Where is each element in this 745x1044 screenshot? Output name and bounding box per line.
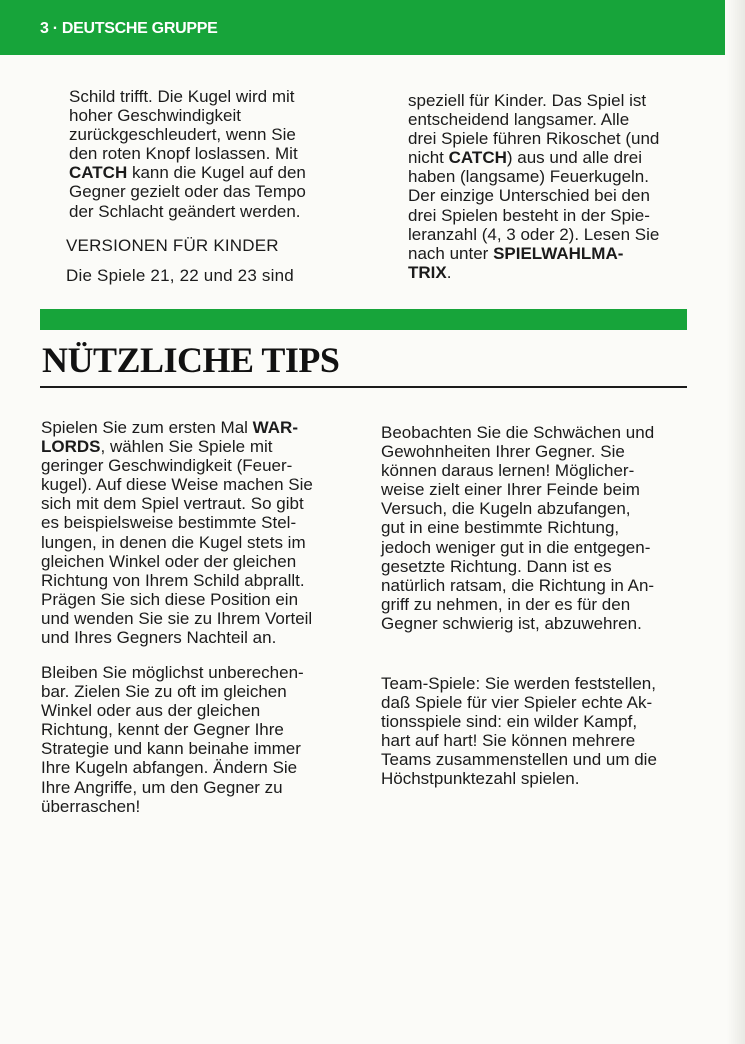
text-line: weise zielt einer Ihrer Feinde beim xyxy=(381,480,640,500)
text-line xyxy=(41,418,341,437)
warlords-keyword: LORDS xyxy=(41,437,101,457)
text-line: bar. Zielen Sie zu oft im gleichen xyxy=(41,682,287,702)
text-line xyxy=(408,148,688,167)
text-line: drei Spielen besteht in der Spie- xyxy=(408,205,650,225)
text-line xyxy=(69,163,359,182)
continued-text-right xyxy=(408,91,688,282)
header-band xyxy=(0,0,725,55)
text-fragment: ) aus und alle drei xyxy=(506,148,643,168)
text-line: Strategie und kann beinahe immer xyxy=(41,739,301,759)
text-line: Ihre Kugeln abfangen. Ändern Sie xyxy=(41,758,298,778)
tips-right-paragraph-2 xyxy=(381,674,685,789)
tips-left-paragraph-2 xyxy=(41,663,341,816)
text-line xyxy=(408,244,688,263)
text-line: Ihre Angriffe, um den Gegner zu xyxy=(41,777,283,797)
text-line: zurückgeschleudert, wenn Sie xyxy=(69,125,296,145)
text-line: gut in eine bestimmte Richtung, xyxy=(381,518,620,538)
text-line: haben (langsame) Feuerkugeln. xyxy=(408,167,649,187)
tips-right-paragraph-1 xyxy=(381,423,685,633)
catch-keyword: CATCH xyxy=(448,148,507,168)
text-line: Schild trifft. Die Kugel wird mit xyxy=(69,87,295,106)
text-line: kugel). Auf diese Weise machen Sie xyxy=(41,475,313,495)
continued-text-left xyxy=(69,87,359,221)
text-line: lungen, in denen die Kugel stets im xyxy=(41,532,306,552)
page-edge-shadow xyxy=(727,0,745,1044)
text-fragment: nach unter xyxy=(408,243,494,263)
matrix-keyword: TRIX xyxy=(408,262,447,282)
text-line: hart auf hart! Sie können mehrere xyxy=(381,731,636,751)
text-line xyxy=(408,263,688,282)
kids-versions-heading: VERSIONEN FÜR KINDER xyxy=(66,236,279,255)
text-line: Gegner gezielt oder das Tempo xyxy=(69,182,306,202)
page-header-label: 3 · DEUTSCHE GRUPPE xyxy=(40,20,218,37)
text-line: speziell für Kinder. Das Spiel ist xyxy=(408,91,647,110)
text-line: Bleiben Sie möglichst unberechen- xyxy=(41,663,304,682)
text-line: Der einzige Unterschied bei den xyxy=(408,186,650,206)
text-line: Gewohnheiten Ihrer Gegner. Sie xyxy=(381,442,625,462)
text-line: Gegner schwierig ist, abzuwehren. xyxy=(381,613,642,633)
text-line: griff zu nehmen, in der es für den xyxy=(381,594,631,614)
text-line: Richtung von Ihrem Schild abprallt. xyxy=(41,570,305,590)
text-fragment: Spielen Sie zum ersten Mal xyxy=(41,418,253,437)
text-line: gesetzte Richtung. Dann ist es xyxy=(381,556,612,576)
text-line: hoher Geschwindigkeit xyxy=(69,106,241,126)
text-line: entscheidend langsamer. Alle xyxy=(408,110,630,130)
text-line: den roten Knopf loslassen. Mit xyxy=(69,144,298,164)
text-line: es beispielsweise bestimmte Stel- xyxy=(41,513,297,533)
text-fragment: . xyxy=(446,262,452,282)
text-line: und wenden Sie sie zu Ihrem Vorteil xyxy=(41,608,313,628)
text-line xyxy=(41,437,341,456)
text-line: Prägen Sie sich diese Position ein xyxy=(41,589,299,609)
matrix-keyword: SPIELWAHLMA- xyxy=(493,243,624,263)
text-line: Versuch, die Kugeln abzufangen, xyxy=(381,499,631,519)
text-line: geringer Geschwindigkeit (Feuer- xyxy=(41,456,293,476)
warlords-keyword: WAR- xyxy=(252,418,298,437)
title-rule xyxy=(40,386,687,388)
kids-versions-text: Die Spiele 21, 22 und 23 sind xyxy=(66,266,294,285)
text-line: leranzahl (4, 3 oder 2). Lesen Sie xyxy=(408,224,660,244)
text-fragment: kann die Kugel auf den xyxy=(127,163,306,183)
text-line: Beobachten Sie die Schwächen und xyxy=(381,423,655,442)
text-line: Höchstpunktezahl spielen. xyxy=(381,769,580,789)
text-line: natürlich ratsam, die Richtung in An- xyxy=(381,575,655,595)
text-line: und Ihres Gegners Nachteil an. xyxy=(41,628,277,648)
text-line: Winkel oder aus der gleichen xyxy=(41,701,261,721)
text-line: sich mit dem Spiel vertraut. So gibt xyxy=(41,494,304,514)
catch-keyword: CATCH xyxy=(69,163,128,183)
section-title: NÜTZLICHE TIPS xyxy=(42,340,340,380)
text-line: Team-Spiele: Sie werden feststellen, xyxy=(381,674,656,693)
text-line: überraschen! xyxy=(41,796,141,816)
tips-left-paragraph-1 xyxy=(41,418,341,647)
text-line: der Schlacht geändert werden. xyxy=(69,201,301,221)
text-line: drei Spiele führen Rikoschet (und xyxy=(408,129,660,149)
text-line: können daraus lernen! Möglicher- xyxy=(381,461,635,481)
text-fragment: nicht xyxy=(408,148,449,168)
text-line: jedoch weniger gut in die entgegen- xyxy=(381,537,651,557)
text-fragment: , wählen Sie Spiele mit xyxy=(100,437,273,457)
section-divider-band xyxy=(40,309,687,330)
text-line: Teams zusammenstellen und um die xyxy=(381,750,657,770)
text-line: daß Spiele für vier Spieler echte Ak- xyxy=(381,693,653,713)
text-line: gleichen Winkel oder der gleichen xyxy=(41,551,297,571)
text-line: tionsspiele sind: ein wilder Kampf, xyxy=(381,712,638,732)
text-line: Richtung, kennt der Gegner Ihre xyxy=(41,720,284,740)
